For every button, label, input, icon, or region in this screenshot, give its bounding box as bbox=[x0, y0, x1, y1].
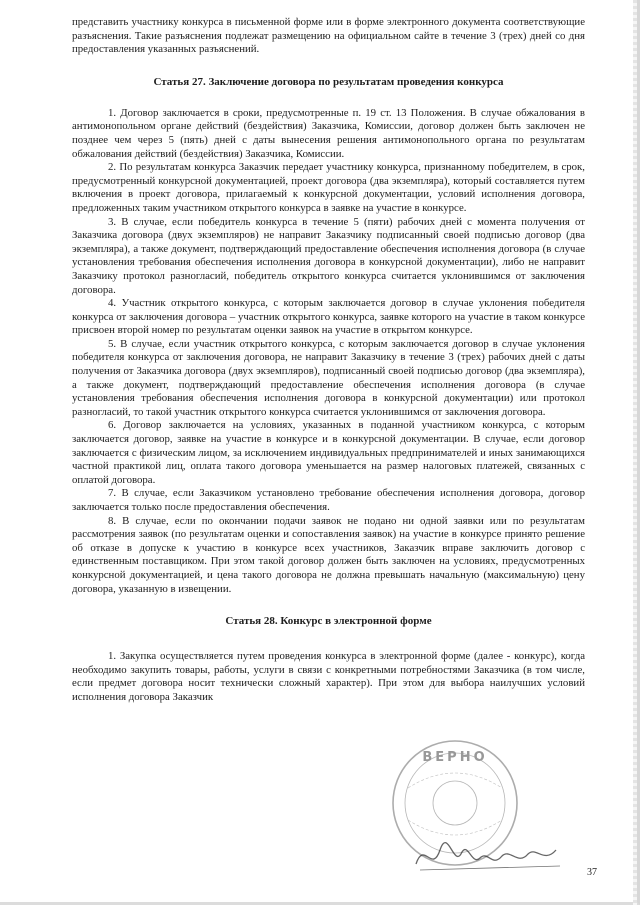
scan-edge-strip bbox=[633, 0, 637, 905]
article-27-paragraph-6: 6. Договор заключается на условиях, указанных в поданной участником конкурса, с которым заключается договор, заявке на участие в конкурсе и в конкурсной документации. В случае, если договор заключается с физическим лицом, за исключением индивидуальных предпринимателей и иных занимающихся частной практикой лиц, оплата такого договора уменьшается на размер налоговых платежей, связанных с оплатой договора. bbox=[72, 419, 585, 486]
article-27-paragraph-7: 7. В случае, если Заказчиком установлено требование обеспечения исполнения договора, договор заключается только после предоставления обеспечения. bbox=[72, 487, 585, 513]
article-27-paragraph-5: 5. В случае, если участник открытого конкурса, с которым заключается договор в случае уклонения победителя конкурса от заключения договора, не направит Заказчику в течение 3 (трех) рабочих дней с даты получения от Заказчика договора (двух экземпляров), подписанный своей подписью договор (два экземпляра), а также документ, подтверждающий предоставление обеспечения исполнения договора (в случае установления требования обеспечения исполнения договора в конкурсной документации) или протокол разногласий, то такой участник открытого конкурса считается уклонившимся от заключения договора. bbox=[72, 337, 585, 418]
article-27-paragraph-1: 1. Договор заключается в сроки, предусмотренные п. 19 ст. 13 Положения. В случае обжалования в антимонопольном органе действий (бездействия) Заказчика, Комиссии, договор должен быть заключен не позднее чем через 5 (пять) дней с даты вынесения решения антимонопольного органа по результатам обжалования действий (бездействия) Заказчика, Комиссии. bbox=[72, 106, 585, 160]
article-28-paragraph-1: 1. Закупка осуществляется путем проведения конкурса в электронной форме (далее - конкурс), когда необходимо закупить товары, работы, услуги в связи с конкретными потребностями Заказчика (в том числе, если предмет договора носит технически сложный характер). При этом для выбора наилучших условий исполнения договора Заказчик bbox=[72, 650, 585, 703]
article-27-title: Статья 27. Заключение договора по результатам проведения конкурса bbox=[153, 75, 504, 88]
continuation-paragraph: представить участнику конкурса в письменной форме или в форме электронного документа соответствующие разъяснения. Такие разъяснения подлежат размещению на официальном сайте в течение 3 (трех) дней со дня предоставления указанных разъяснений. bbox=[72, 16, 585, 56]
article-28-title: Статья 28. Конкурс в электронной форме bbox=[225, 615, 432, 628]
page-number: 37 bbox=[587, 867, 597, 878]
article-27-paragraph-3: 3. В случае, если победитель конкурса в течение 5 (пяти) рабочих дней с момента получения от Заказчика договора (двух экземпляров) не направит Заказчику подписанный своей подписью договор (два экземпляра), а также документ, подтверждающий предоставление обеспечения исполнения договора (в случае установления требования обеспечения исполнения договора в конкурсной документации), либо не направит Заказчику протокол разногласий, победитель открытого конкурса считается уклонившимся от заключения договора. bbox=[72, 215, 585, 296]
stamp-verno-text: ВЕРНО bbox=[422, 750, 488, 765]
article-27-paragraph-4: 4. Участник открытого конкурса, с которым заключается договор в случае уклонения победителя конкурса от заключения договора – участник открытого конкурса, заявке которого на участие в таком конкурсе присвоен второй номер по результатам оценки заявок на участие в открытом конкурсе. bbox=[72, 297, 585, 337]
article-27-paragraph-8: 8. В случае, если по окончании подачи заявок не подано ни одной заявки или по результатам рассмотрения заявок (по результатам оценки и сопоставления заявок) на участие в конкурсе принято решение об отказе в допуске к участию в конкурсе всех участников, Заказчик вправе заключить договор с единственным поставщиком. При этом такой договор должен быть заключен на условиях, предусмотренных конкурсной документацией, и цена такого договора не должна превышать начальную (максимальную) цену договора, указанную в извещении. bbox=[72, 514, 585, 595]
handwritten-signature bbox=[410, 830, 570, 880]
article-27-paragraph-2: 2. По результатам конкурса Заказчик передает участнику конкурса, признанному победителем, в срок, предусмотренный конкурсной документацией, проект договора (два экземпляра), который составляется путем включения в проект договора, прилагаемый к конкурсной документации, условий исполнения договора, предложенных таким участником открытого конкурса в заявке на участие в конкурсе. bbox=[72, 161, 585, 214]
official-stamp bbox=[380, 728, 530, 878]
